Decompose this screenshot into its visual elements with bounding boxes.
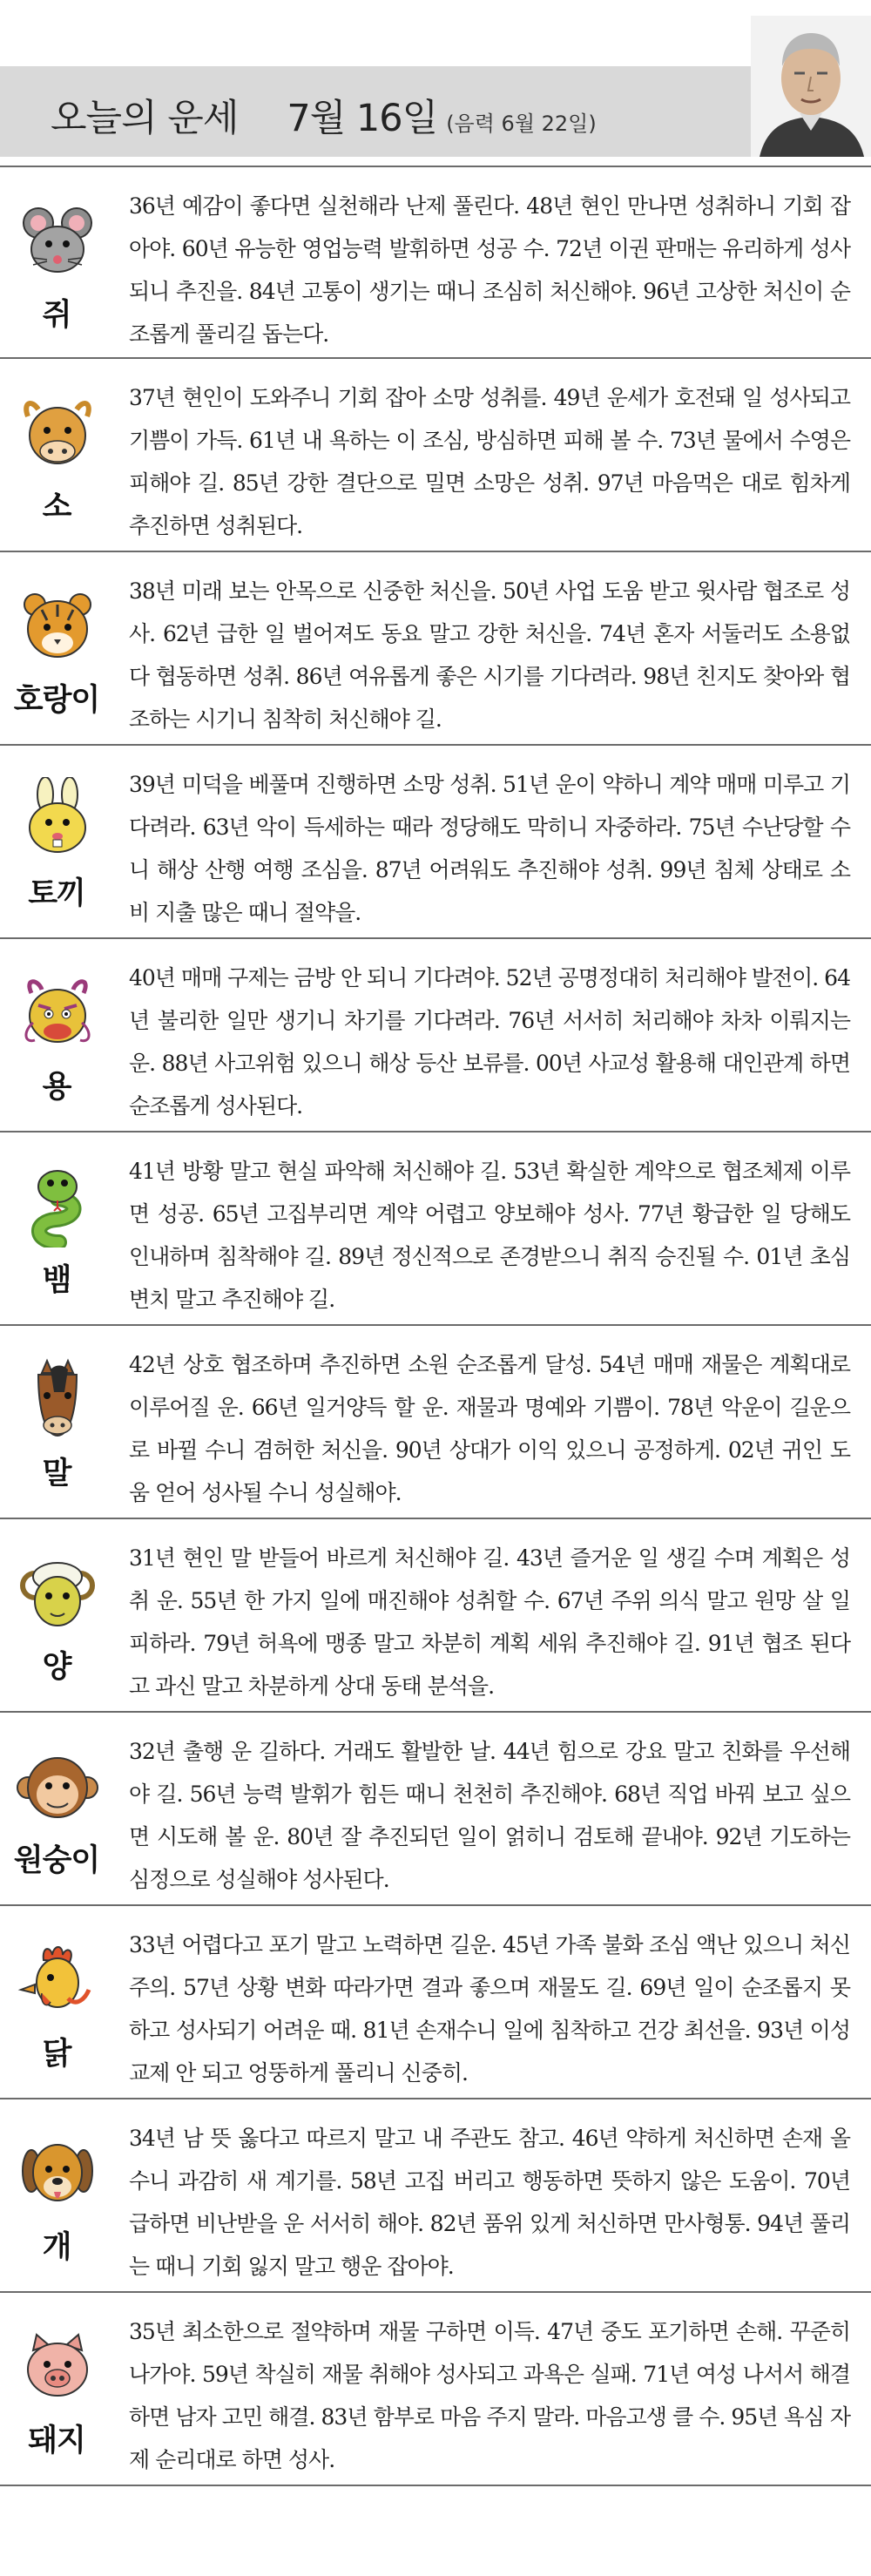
zodiac-fortune-list — [0, 166, 871, 2486]
animal-name: 용 — [42, 1070, 71, 1105]
monkey-icon — [16, 1744, 99, 1828]
fortune-text: 33년 어렵다고 포기 말고 노력하면 길운. 45년 가족 불화 조심 액난 있으니 처신 주의. 57년 상황 변화 따라가면 결과 좋으며 재물도 길. 69년 일이 순조롭지 못하고 성사되기 어려운 때. 81년 손재수니 일에 침착하고 건강 최선을. 93년 이성교제 안 되고 엉뚱하게 풀리니 신중히. — [129, 1932, 850, 2086]
fortune-row-sheep — [0, 1519, 871, 1713]
ox-icon — [16, 390, 99, 474]
fortune-text: 31년 현인 말 받들어 바르게 처신해야 길. 43년 즐거운 일 생길 수며 계획은 성취 운. 55년 한 가지 일에 매진해야 성취할 수. 67년 주위 의식 말고 원망 살 일 피하라. 79년 허욕에 맹종 말고 차분히 계획 세워 추진해야 길. 91년 협조 된다고 과신 말고 차분하게 상대 동태 분석을. — [129, 1545, 850, 1699]
fortune-text: 39년 미덕을 베풀며 진행하면 소망 성취. 51년 운이 약하니 계약 매매 미루고 기다려라. 63년 악이 득세하는 때라 정당해도 막히니 자중하라. 75년 수난당할 수니 해상 산행 여행 조심을. 87년 어려워도 추진해야 성취. 99년 침체 상태로 소비 지출 많은 때니 절약을. — [129, 772, 850, 925]
sheep-icon — [16, 1551, 99, 1634]
fortune-text: 37년 현인이 도와주니 기회 잡아 소망 성취를. 49년 운세가 호전돼 일 성사되고 기쁨이 가득. 61년 내 욕하는 이 조심, 방심하면 피해 볼 수. 73년 물에서 수영은 피해야 길. 85년 강한 결단으로 밀면 소망은 성취. 97년 마음먹은 대로 힘차게 추진하면 성취된다. — [129, 385, 850, 538]
header-title-group — [51, 89, 597, 140]
animal-name: 호랑이 — [13, 683, 100, 718]
animal-name: 쥐 — [42, 298, 71, 333]
fortune-row-snake — [0, 1132, 871, 1326]
animal-name: 소 — [42, 490, 71, 524]
animal-name: 토끼 — [28, 876, 85, 911]
rabbit-icon — [16, 777, 99, 861]
rooster-icon — [16, 1937, 99, 2021]
animal-name: 닭 — [42, 2037, 71, 2072]
fortune-text: 32년 출행 운 길하다. 거래도 활발한 날. 44년 힘으로 강요 말고 친화를 우선해야 길. 56년 능력 발휘가 힘든 때니 천천히 추진해야. 68년 직업 바꿔 보고 싶으면 시도해 볼 운. 80년 잘 추진되던 일이 얽히니 검토해 끝내야. 92년 기도하는 심정으로 성실해야 성사된다. — [129, 1739, 850, 1892]
fortune-row-horse — [0, 1326, 871, 1519]
date-label: 7월 16일 — [287, 97, 438, 140]
dragon-icon — [16, 970, 99, 1054]
fortune-text: 38년 미래 보는 안목으로 신중한 처신을. 50년 사업 도움 받고 윗사람 협조로 성사. 62년 급한 일 벌어져도 동요 말고 강한 처신을. 74년 혼자 서둘러도 소용없다 협동하면 성취. 86년 여유롭게 좋은 시기를 기다려라. 98년 친지도 찾아와 협조하는 시기니 침착히 처신해야 길. — [129, 578, 850, 732]
fortune-text: 36년 예감이 좋다면 실천해라 난제 풀린다. 48년 현인 만나면 성취하니 기회 잡아야. 60년 유능한 영업능력 발휘하면 성공 수. 72년 이권 판매는 유리하게 성사되니 추진을. 84년 고통이 생기는 때니 조심히 처신해야. 96년 고상한 처신이 순조롭게 풀리길 돕는다. — [129, 193, 850, 347]
fortune-row-monkey — [0, 1713, 871, 1906]
dog-icon — [16, 2131, 99, 2214]
fortune-text: 35년 최소한으로 절약하며 재물 구하면 이득. 47년 중도 포기하면 손해. 꾸준히 나가야. 59년 착실히 재물 취해야 성사되고 과욕은 실패. 71년 여성 나서서 해결하면 남자 고민 해결. 83년 함부로 마음 주지 말라. 마음고생 클 수. 95년 욕심 자제 순리대로 하면 성사. — [129, 2319, 850, 2472]
animal-name: 원숭이 — [13, 1843, 100, 1878]
author-portrait-icon — [751, 16, 871, 157]
animal-name: 뱀 — [42, 1263, 71, 1298]
animal-name: 개 — [42, 2230, 71, 2265]
pig-icon — [16, 2324, 99, 2408]
fortune-text: 42년 상호 협조하며 추진하면 소원 순조롭게 달성. 54년 매매 재물은 계획대로 이루어질 운. 66년 일거양득 할 운. 재물과 명예와 기쁨이. 78년 악운이 길운으로 바뀔 수니 겸허한 처신을. 90년 상대가 이익 있으니 공정하게. 02년 귀인 도움 얻어 성사될 수니 성실해야. — [129, 1352, 850, 1505]
fortune-row-tiger — [0, 552, 871, 746]
fortune-row-dog — [0, 2099, 871, 2293]
fortune-text: 41년 방황 말고 현실 파악해 처신해야 길. 53년 확실한 계약으로 협조체제 이루면 성공. 65년 고집부리면 계약 어렵고 양보해야 성사. 77년 황급한 일 당해도 인내하며 침착해야 길. 89년 정신적으로 존경받으니 취직 승진될 수. 01년 초심 변치 말고 추진해야 길. — [129, 1159, 850, 1312]
fortune-row-pig — [0, 2293, 871, 2486]
fortune-row-ox — [0, 359, 871, 552]
fortune-text: 34년 남 뜻 옳다고 따르지 말고 내 주관도 참고. 46년 약하게 처신하면 손재 올 수니 과감히 새 계기를. 58년 고집 버리고 행동하면 뜻하지 않은 도움이. 70년 급하면 비난받을 운 서서히 해야. 82년 품위 있게 처신하면 만사형통. 94년 풀리는 때니 기회 잃지 말고 행운 잡아야. — [129, 2126, 850, 2279]
animal-name: 돼지 — [28, 2424, 85, 2458]
horse-icon — [16, 1357, 99, 1441]
mouse-icon — [16, 199, 99, 282]
fortune-row-mouse — [0, 166, 871, 359]
fortune-text: 40년 매매 구제는 금방 안 되니 기다려야. 52년 공명정대히 처리해야 발전이. 64년 불리한 일만 생기니 차기를 기다려라. 76년 서서히 처리해야 차차 이뤄지는 운. 88년 사고위험 있으니 해상 등산 보류를. 00년 사교성 활용해 대인관계 하면 순조롭게 성사된다. — [129, 965, 850, 1119]
animal-name: 말 — [42, 1457, 71, 1491]
tiger-icon — [16, 584, 99, 667]
fortune-row-dragon — [0, 939, 871, 1132]
fortune-row-rooster — [0, 1906, 871, 2099]
fortune-row-rabbit — [0, 746, 871, 939]
animal-name: 양 — [42, 1650, 71, 1685]
page-title: 오늘의 운세 — [51, 97, 239, 140]
lunar-date-label: (음력 6월 22일) — [446, 112, 597, 136]
snake-icon — [16, 1164, 99, 1247]
